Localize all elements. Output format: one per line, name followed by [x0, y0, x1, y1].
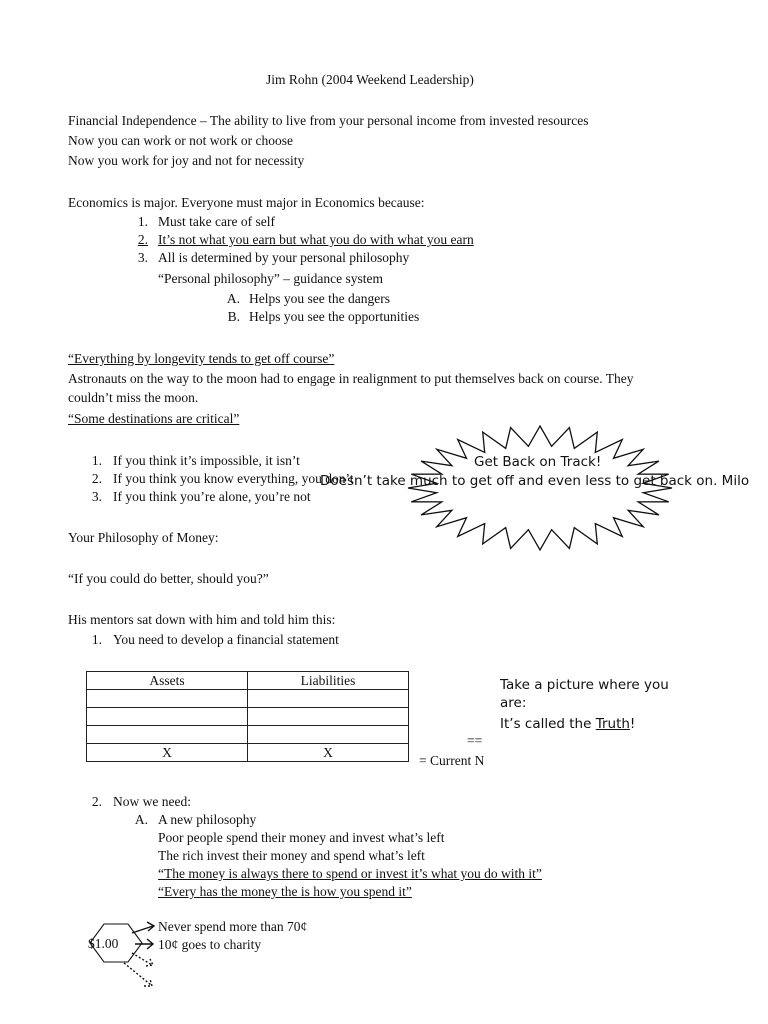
- liabilities-header: Liabilities: [248, 672, 409, 690]
- step-two: Now we need:: [113, 794, 191, 809]
- list-letter: A.: [134, 812, 148, 827]
- astronauts-text: Astronauts on the way to the moon had to engage in realignment to put themselves back on course. They: [68, 371, 634, 386]
- list-number: 2.: [91, 471, 102, 486]
- list-letter: B.: [227, 309, 240, 324]
- page-title: Jim Rohn (2004 Weekend Leadership): [266, 72, 474, 87]
- arrow-icon: [132, 953, 153, 966]
- truth-prefix: It’s called the: [500, 716, 596, 732]
- spending-rule: Never spend more than 70¢: [158, 919, 308, 934]
- economics-item: All is determined by your personal philosophy: [158, 250, 410, 265]
- assets-header: Assets: [87, 672, 248, 690]
- economics-heading: Economics is major. Everyone must major in Economics because:: [68, 195, 425, 210]
- dollar-label: $1.00: [88, 936, 119, 951]
- picture-note-line: are:: [500, 695, 527, 711]
- destinations-quote: “Some destinations are critical”: [68, 411, 240, 426]
- list-number: 1.: [91, 453, 102, 468]
- equals-sign: ==: [467, 733, 483, 748]
- astronauts-text: couldn’t miss the moon.: [68, 390, 199, 405]
- starburst-title: Get Back on Track!: [474, 454, 602, 470]
- money-heading: Your Philosophy of Money:: [68, 530, 219, 545]
- arrow-icon: [132, 922, 154, 933]
- economics-item: It’s not what you earn but what you do with what you earn: [158, 232, 474, 247]
- if-list-item: If you think it’s impossible, it isn’t: [113, 453, 300, 468]
- list-number: 2.: [91, 794, 102, 809]
- new-philosophy: A new philosophy: [158, 812, 257, 827]
- truth-word: Truth: [595, 716, 630, 732]
- philosophy-line: The rich invest their money and spend what’s left: [158, 848, 425, 863]
- economics-item: Must take care of self: [158, 214, 275, 229]
- list-number: 2.: [137, 232, 148, 247]
- picture-note-line: Take a picture where you: [500, 677, 669, 693]
- current-net-worth: = Current N: [419, 753, 485, 768]
- list-number: 3.: [91, 489, 102, 504]
- list-number: 3.: [137, 250, 148, 265]
- if-list-item: If you think you know everything, you don’t: [113, 471, 354, 486]
- list-letter: A.: [226, 291, 240, 306]
- list-number: 1.: [91, 632, 102, 647]
- step-one: You need to develop a financial statement: [113, 632, 339, 647]
- money-quote: “The money is always there to spend or invest it’s what you do with it”: [158, 866, 542, 881]
- truth-suffix: !: [629, 716, 636, 732]
- list-number: 1.: [137, 214, 148, 229]
- personal-philosophy-line: “Personal philosophy” – guidance system: [158, 271, 383, 286]
- if-list-item: If you think you’re alone, you’re not: [113, 489, 311, 504]
- mentors-line: His mentors sat down with him and told him this:: [68, 612, 336, 627]
- money-quote: “Every has the money the is how you spend it”: [158, 884, 412, 899]
- intro-line: Now you can work or not work or choose: [68, 133, 293, 148]
- longevity-quote: “Everything by longevity tends to get off course”: [68, 351, 335, 366]
- arrow-icon: [124, 963, 152, 986]
- charity-rule: 10¢ goes to charity: [158, 937, 262, 952]
- intro-line: Now you work for joy and not for necessity: [68, 153, 305, 168]
- starburst-caption: Doesn’t take much to get off and even less to get back on. Milo: [320, 473, 750, 489]
- better-question: “If you could do better, should you?”: [68, 571, 269, 586]
- philosophy-line: Poor people spend their money and invest what’s left: [158, 830, 445, 845]
- philosophy-sub-item: Helps you see the dangers: [249, 291, 390, 306]
- assets-total: X: [87, 744, 248, 762]
- financial-independence-definition: Financial Independence – The ability to live from your personal income from invested resources: [68, 113, 589, 128]
- liabilities-total: X: [248, 744, 409, 762]
- philosophy-sub-item: Helps you see the opportunities: [249, 309, 420, 324]
